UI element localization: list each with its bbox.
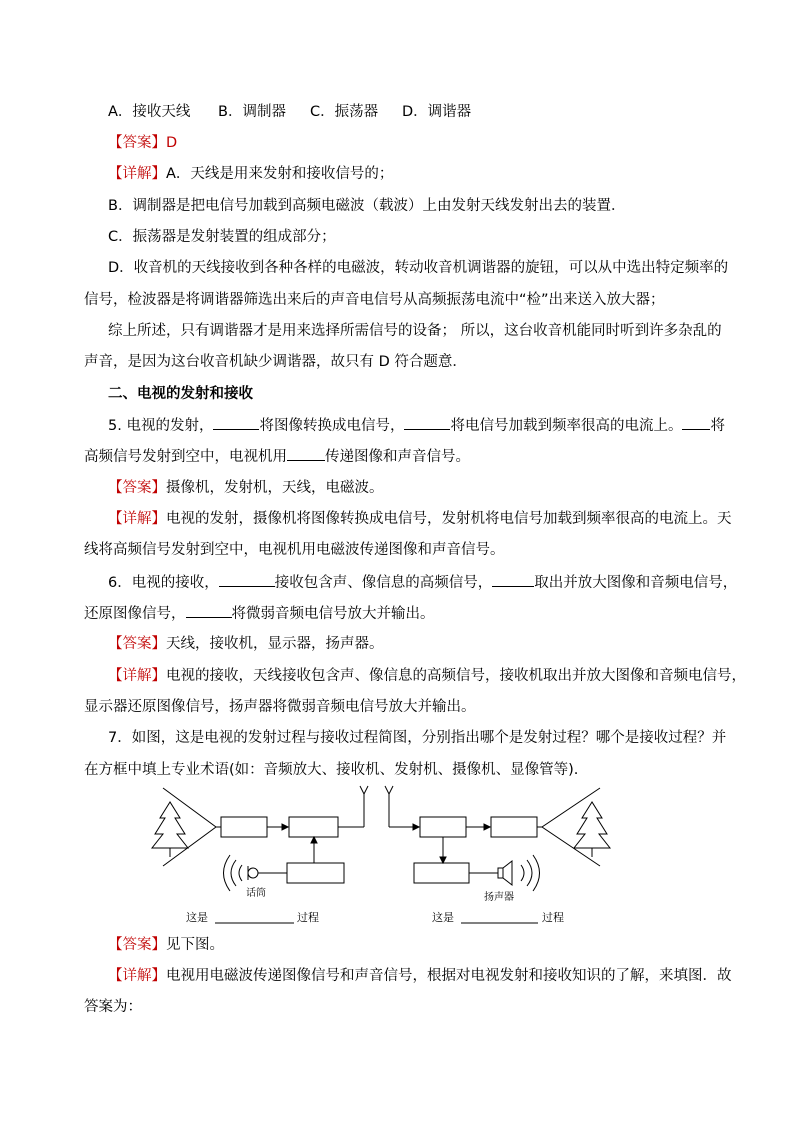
microphone-icon	[224, 855, 288, 891]
q6-text: 还原图像信号，	[84, 606, 186, 622]
q6-blank-3[interactable]	[186, 603, 232, 618]
detail-tag: 【详解】	[108, 511, 166, 527]
q6-blank-1[interactable]	[219, 572, 275, 587]
detail-text: 电视的发射，摄像机将图像转换成电信号，发射机将电信号加载到频率很高的电流上。天	[166, 511, 732, 527]
q6-line1	[108, 572, 737, 593]
q5-blank-4[interactable]	[287, 446, 325, 461]
option-d: D．调谐器	[402, 104, 472, 120]
q6-detail2: 显示器还原图像信号，扬声器将微弱音频电信号放大并输出。	[84, 699, 476, 715]
q7-line2: 在方框中填上专业术语(如：音频放大、接收机、发射机、摄像机、显像管等).	[84, 762, 579, 778]
q4-detail-c: C．振荡器是发射装置的组成部分；	[108, 229, 336, 245]
q4-detail-a	[108, 164, 393, 184]
option-a: A．接收天线	[108, 104, 191, 120]
q7-line1: 7．如图，这是电视的发射过程与接收过程简图，分别指出哪个是发射过程？哪个是接收过程？并	[108, 730, 727, 746]
answer-value: D	[166, 135, 178, 151]
right-box-2[interactable]	[491, 817, 537, 837]
q4-detail-d2: 信号，检波器是将调谐器筛选出来后的声音电信号从高频振荡电流中“检”出来送入放大器；	[84, 292, 665, 308]
camera-cone	[163, 788, 216, 866]
answer-tag: 【答案】	[108, 636, 166, 652]
q7-detail1	[108, 966, 732, 986]
tv-transmission-diagram	[0, 782, 793, 932]
receive-antenna-icon	[385, 786, 393, 794]
q6-text: 取出并放大图像和音频电信号，	[534, 575, 738, 591]
q4-detail-b: B．调制器是把电信号加载到高频电磁波（载波）上由发射天线发射出去的装置．	[108, 198, 626, 214]
left-box-3[interactable]	[287, 863, 344, 883]
mic-label: 话筒	[246, 888, 266, 899]
speaker-icon	[469, 855, 540, 891]
q6-line2	[84, 603, 435, 624]
q4-options	[108, 102, 471, 122]
display-cone	[542, 788, 600, 866]
q5-detail1	[108, 509, 732, 529]
q5-answer	[108, 478, 384, 498]
q4-detail-d1: D．收音机的天线接收到各种各样的电磁波，转动收音机调谐器的旋钮，可以从中选出特定频率的	[108, 260, 729, 276]
answer-tag: 【答案】	[108, 937, 166, 953]
q5-line1	[108, 415, 725, 436]
detail-tag: 【详解】	[108, 968, 166, 984]
transmit-antenna-icon	[360, 786, 368, 794]
speaker-label: 扬声器	[484, 892, 514, 903]
right-diagram	[385, 786, 610, 903]
q6-text: 将微弱音频电信号放大并输出。	[231, 606, 435, 622]
option-c: C．振荡器	[310, 104, 379, 120]
detail-text: 电视用电磁波传递图像信号和声音信号，根据对电视发射和接收知识的了解，来填图．故	[166, 968, 732, 984]
q4-answer	[108, 133, 177, 153]
answer-value: 摄像机，发射机，天线，电磁波。	[166, 480, 384, 496]
detail-text: 电视的接收，天线接收包含声、像信息的高频信号，接收机取出并放大图像和音频电信号，	[166, 668, 746, 684]
q5-blank-1[interactable]	[213, 415, 259, 430]
detail-tag: 【详解】	[108, 668, 166, 684]
left-box-1[interactable]	[221, 817, 267, 837]
right-caption-post: 过程	[542, 911, 564, 924]
q7-answer	[108, 935, 224, 955]
answer-value: 见下图。	[166, 937, 224, 953]
q5-text: 将图像转换成电信号，	[259, 418, 405, 434]
q7-detail2: 答案为：	[84, 999, 142, 1015]
section-title: 二、电视的发射和接收	[108, 386, 253, 402]
tree-icon	[152, 802, 188, 857]
right-box-3[interactable]	[414, 863, 469, 883]
q5-detail2: 线将高频信号发射到空中，电视机用电磁波传递图像和声音信号。	[84, 542, 505, 558]
q4-summary1: 综上所述，只有调谐器才是用来选择所需信号的设备； 所以，这台收音机能同时听到许多杂乱的	[108, 323, 722, 339]
left-caption-pre: 这是	[186, 911, 208, 924]
q6-blank-2[interactable]	[492, 572, 534, 587]
left-box-2[interactable]	[289, 817, 338, 837]
q5-text: 将电信号加载到频率很高的电流上。	[450, 418, 683, 434]
q5-text: 将	[710, 418, 725, 434]
q4-summary2: 声音，是因为这台收音机缺少调谐器，故只有 D 符合题意．	[84, 354, 467, 370]
detail-tag: 【详解】	[108, 166, 166, 182]
right-caption-pre: 这是	[432, 911, 454, 924]
left-caption-post: 过程	[297, 911, 319, 924]
right-box-1[interactable]	[420, 817, 466, 837]
left-diagram	[152, 786, 368, 899]
answer-tag: 【答案】	[108, 480, 166, 496]
q5-blank-2[interactable]	[404, 415, 450, 430]
q6-detail1	[108, 666, 746, 686]
q5-blank-3[interactable]	[682, 415, 710, 430]
q6-answer	[108, 634, 384, 654]
detail-text: A．天线是用来发射和接收信号的；	[166, 166, 394, 182]
q5-text: 传递图像和声音信号。	[325, 449, 470, 465]
answer-tag: 【答案】	[108, 135, 166, 151]
tree-icon	[574, 802, 610, 857]
q6-text: 接收包含声、像信息的高频信号，	[274, 575, 493, 591]
q5-line2	[84, 446, 470, 467]
q6-text: 6．电视的接收，	[108, 575, 219, 591]
q5-text: 高频信号发射到空中，电视机用	[84, 449, 287, 465]
q5-text: 5. 电视的发射，	[108, 418, 214, 434]
option-b: B．调制器	[218, 104, 286, 120]
answer-value: 天线，接收机，显示器，扬声器。	[166, 636, 384, 652]
